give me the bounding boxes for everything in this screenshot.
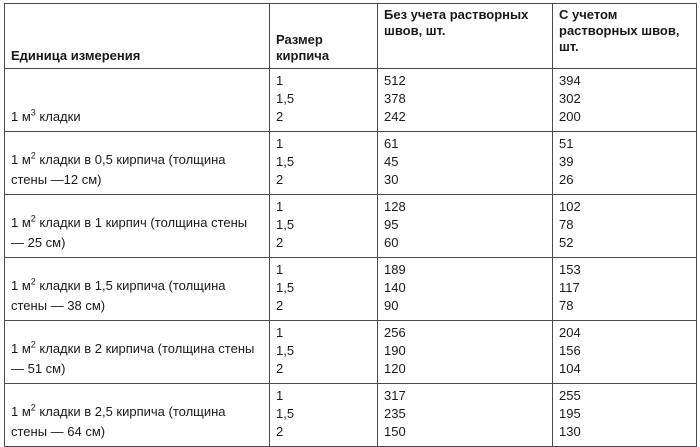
brick-size-value: 1,5	[276, 280, 295, 295]
count-without-joints-value: 242	[384, 109, 406, 124]
brick-size-value: 1	[276, 325, 284, 340]
brick-size-value: 1,5	[276, 91, 295, 106]
count-without-joints-value: 120	[384, 361, 406, 376]
brick-size-cell	[270, 69, 378, 132]
count-without-joints-value: 95	[384, 217, 399, 232]
count-without-joints-value: 61	[384, 136, 399, 151]
brick-size-cell	[270, 321, 378, 384]
count-with-joints-value: 102	[559, 199, 581, 214]
brick-size-value: 2	[276, 424, 284, 439]
brick-size-cell	[270, 384, 378, 447]
count-without-joints-value: 150	[384, 424, 406, 439]
count-without-joints-value: 235	[384, 406, 406, 421]
count-without-joints-value: 256	[384, 325, 406, 340]
unit-text-post: кладки	[35, 109, 81, 124]
count-with-joints-value: 52	[559, 235, 574, 250]
count-with-joints-value: 130	[559, 424, 581, 439]
count-without-joints-value: 512	[384, 73, 406, 88]
header-brick-size: Размер кирпича	[270, 4, 378, 69]
count-with-joints-value: 104	[559, 361, 581, 376]
brick-size-value: 2	[276, 109, 284, 124]
count-with-joints-value: 195	[559, 406, 581, 421]
brick-size-value: 1	[276, 73, 284, 88]
brick-size-value: 2	[276, 172, 284, 187]
table-row	[5, 258, 697, 321]
count-with-joints-value: 51	[559, 136, 574, 151]
count-with-joints-value: 200	[559, 109, 581, 124]
header-unit: Единица измерения	[5, 4, 270, 69]
unit-cell	[5, 321, 270, 384]
count-with-joints-value: 255	[559, 388, 581, 403]
brick-size-cell	[270, 132, 378, 195]
count-without-joints-cell	[378, 384, 553, 447]
count-with-joints-cell	[553, 258, 697, 321]
table-row	[5, 69, 697, 132]
brick-size-value: 1,5	[276, 154, 295, 169]
count-without-joints-value: 90	[384, 298, 399, 313]
unit-text-sup: 2	[30, 276, 36, 287]
unit-text-sup: 2	[30, 339, 36, 350]
count-with-joints-value: 204	[559, 325, 581, 340]
count-with-joints-cell	[553, 69, 697, 132]
count-without-joints-cell	[378, 69, 553, 132]
count-without-joints-value: 140	[384, 280, 406, 295]
count-with-joints-cell	[553, 132, 697, 195]
unit-text-pre: 1 м	[11, 109, 31, 124]
table-row	[5, 132, 697, 195]
table-row	[5, 195, 697, 258]
count-without-joints-cell	[378, 258, 553, 321]
unit-text-post: кладки в 2 кирпича (толщина стены — 51 см)	[11, 341, 255, 376]
count-without-joints-value: 60	[384, 235, 399, 250]
count-with-joints-value: 302	[559, 91, 581, 106]
unit-text-post: кладки в 1,5 кирпича (толщина стены — 38 см)	[11, 278, 226, 313]
count-with-joints-value: 39	[559, 154, 574, 169]
count-with-joints-cell	[553, 321, 697, 384]
count-without-joints-value: 190	[384, 343, 406, 358]
count-with-joints-value: 117	[559, 280, 580, 295]
count-without-joints-value: 128	[384, 199, 406, 214]
unit-text-post: кладки в 2,5 кирпича (толщина стены — 64 см)	[11, 404, 226, 439]
unit-text-pre: 1 м	[11, 404, 31, 419]
brick-consumption-table	[4, 3, 697, 447]
unit-text-post: кладки в 0,5 кирпича (толщина стены —12 см)	[11, 152, 226, 187]
header-row	[5, 4, 697, 69]
unit-text-sup: 3	[30, 107, 36, 118]
brick-size-value: 1	[276, 136, 284, 151]
count-without-joints-cell	[378, 195, 553, 258]
count-with-joints-value: 78	[559, 298, 574, 313]
brick-size-value: 2	[276, 298, 284, 313]
count-with-joints-value: 26	[559, 172, 574, 187]
count-without-joints-value: 189	[384, 262, 406, 277]
unit-cell	[5, 195, 270, 258]
count-without-joints-cell	[378, 321, 553, 384]
count-with-joints-cell	[553, 195, 697, 258]
header-without-joints: Без учета растворных швов, шт.	[378, 4, 553, 69]
brick-size-value: 1	[276, 262, 284, 277]
unit-cell	[5, 69, 270, 132]
brick-size-cell	[270, 258, 378, 321]
brick-size-value: 1	[276, 199, 284, 214]
header-with-joints: С учетом растворных швов, шт.	[553, 4, 697, 69]
count-with-joints-value: 78	[559, 217, 574, 232]
count-without-joints-value: 378	[384, 91, 406, 106]
unit-text-pre: 1 м	[11, 215, 31, 230]
table-row	[5, 384, 697, 447]
brick-size-value: 1,5	[276, 406, 295, 421]
unit-cell	[5, 258, 270, 321]
brick-size-value: 1,5	[276, 217, 295, 232]
unit-text-sup: 2	[30, 213, 36, 224]
unit-text-sup: 2	[30, 402, 36, 413]
count-with-joints-cell	[553, 384, 697, 447]
unit-cell	[5, 384, 270, 447]
table-body	[5, 69, 697, 447]
unit-text-pre: 1 м	[11, 152, 31, 167]
unit-text-pre: 1 м	[11, 278, 31, 293]
unit-text-sup: 2	[30, 150, 36, 161]
count-with-joints-value: 156	[559, 343, 581, 358]
table-row	[5, 321, 697, 384]
count-without-joints-value: 30	[384, 172, 399, 187]
count-with-joints-value: 394	[559, 73, 581, 88]
count-with-joints-value: 153	[559, 262, 581, 277]
unit-text-post: кладки в 1 кирпич (толщина стены — 25 см)	[11, 215, 248, 250]
brick-size-value: 2	[276, 235, 284, 250]
count-without-joints-value: 45	[384, 154, 399, 169]
count-without-joints-value: 317	[384, 388, 406, 403]
unit-cell	[5, 132, 270, 195]
unit-text-pre: 1 м	[11, 341, 31, 356]
brick-size-value: 2	[276, 361, 284, 376]
brick-size-value: 1	[276, 388, 284, 403]
brick-size-value: 1,5	[276, 343, 295, 358]
count-without-joints-cell	[378, 132, 553, 195]
brick-size-cell	[270, 195, 378, 258]
